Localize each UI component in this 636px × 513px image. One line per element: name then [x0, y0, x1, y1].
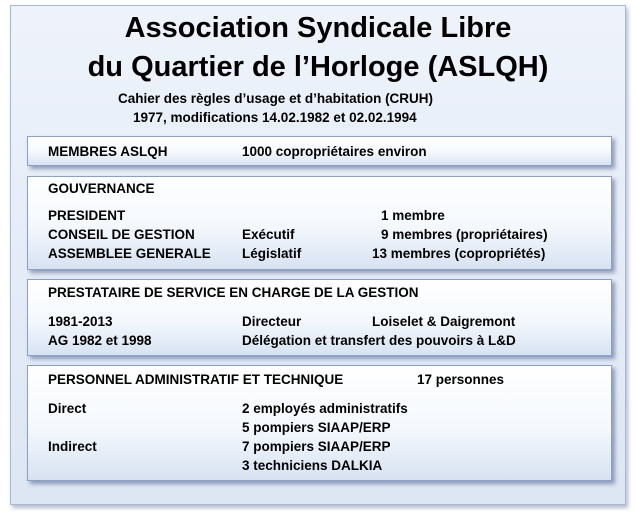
prestataire-period-2: AG 1982 et 1998	[48, 333, 152, 348]
personnel-indirect-item-1: 7 pompiers SIAAP/ERP	[242, 439, 391, 454]
prestataire-extra-1: Loiselet & Daigremont	[372, 314, 516, 329]
personnel-total: 17 personnes	[417, 372, 505, 387]
personnel-heading: PERSONNEL ADMINISTRATIF ET TECHNIQUE	[48, 372, 344, 387]
subtitle-line-2: 1977, modifications 14.02.1982 et 02.02.1994	[133, 110, 417, 125]
gouvernance-count-conseil: 9 membres (propriétaires)	[381, 227, 548, 242]
gouvernance-count-president: 1 membre	[381, 208, 445, 223]
gouvernance-count-assemblee: 13 membres (copropriétés)	[372, 246, 546, 261]
prestataire-period-1: 1981-2013	[48, 314, 113, 329]
personnel-direct-item-2: 5 pompiers SIAAP/ERP	[242, 420, 391, 435]
personnel-indirect-label: Indirect	[48, 439, 97, 454]
prestataire-detail-1: Directeur	[242, 314, 302, 329]
prestataire-panel	[27, 279, 612, 356]
membres-label: MEMBRES ASLQH	[48, 144, 168, 159]
gouvernance-panel	[27, 176, 612, 270]
gouvernance-type-assemblee: Législatif	[242, 246, 302, 261]
personnel-panel	[27, 365, 612, 481]
personnel-direct-item-1: 2 employés administratifs	[242, 401, 408, 416]
gouvernance-role-conseil: CONSEIL DE GESTION	[48, 227, 195, 242]
gouvernance-role-assemblee: ASSEMBLEE GENERALE	[48, 246, 211, 261]
prestataire-detail-2: Délégation et transfert des pouvoirs à L&D	[242, 333, 516, 348]
gouvernance-type-conseil: Exécutif	[242, 227, 295, 242]
gouvernance-role-president: PRESIDENT	[48, 208, 126, 223]
gouvernance-heading: GOUVERNANCE	[48, 181, 155, 196]
subtitle-line-1: Cahier des règles d’usage et d’habitation (CRUH)	[118, 91, 434, 106]
membres-value: 1000 copropriétaires environ	[242, 144, 427, 159]
prestataire-heading: PRESTATAIRE DE SERVICE EN CHARGE DE LA GESTION	[48, 285, 419, 300]
personnel-indirect-item-2: 3 techniciens DALKIA	[242, 458, 383, 473]
membres-panel	[27, 136, 612, 166]
title-line-1: Association Syndicale Libre	[124, 12, 512, 44]
title-line-2: du Quartier de l’Horloge (ASLQH)	[87, 51, 549, 83]
personnel-direct-label: Direct	[48, 401, 87, 416]
